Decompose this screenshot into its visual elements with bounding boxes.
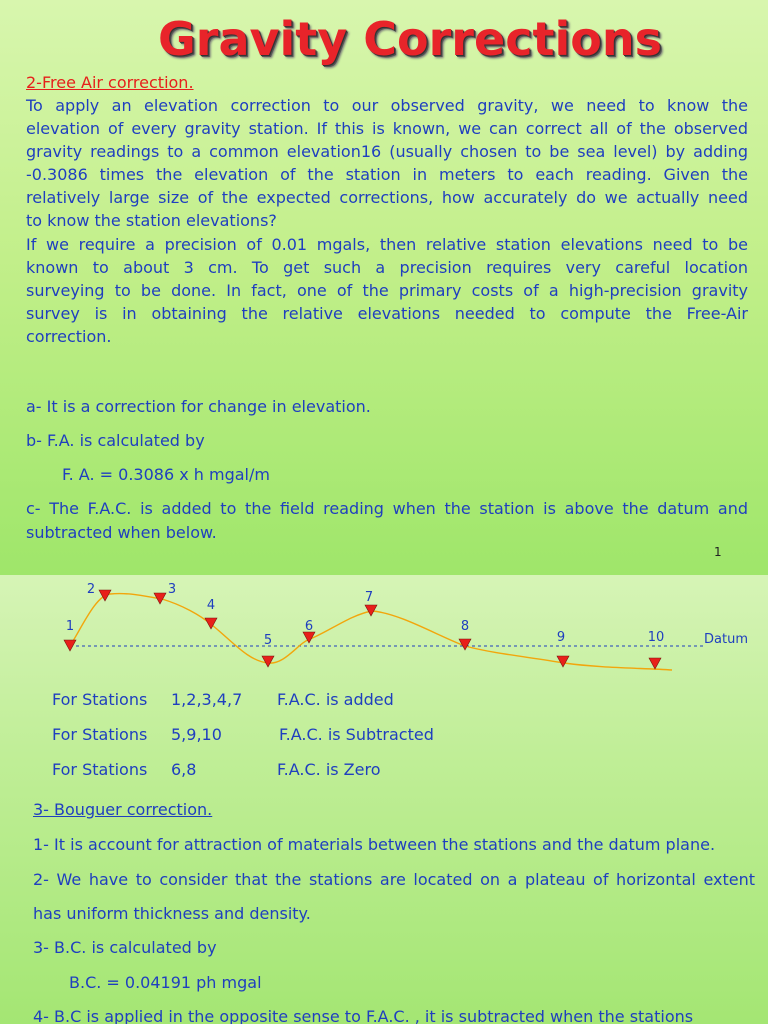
station-label: 3 (167, 582, 177, 597)
paragraph-line: surveying to be done. In fact, one of the primary costs of a high-precision gravity (26, 281, 748, 300)
station-row-result: F.A.C. is Subtracted (279, 725, 434, 744)
station-row-result: F.A.C. is Zero (277, 760, 381, 779)
station-label: 1 (65, 619, 75, 634)
station-label: 6 (304, 619, 314, 634)
list-item-2: 2- We have to consider that the stations are located on a plateau of horizontal extent (33, 870, 755, 889)
paragraph-line: If we require a precision of 0.01 mgals, then relative station elevations need to be (26, 235, 748, 254)
paragraph-line: relatively large size of the expected corrections, how accurately do we actually need (26, 188, 748, 207)
station-label: 9 (556, 630, 566, 645)
paragraph-line: To apply an elevation correction to our observed gravity, we need to know the (26, 96, 748, 115)
list-item-b: b- F.A. is calculated by (26, 431, 205, 450)
station-row-label: For Stations (52, 760, 148, 779)
station-label: 7 (364, 590, 374, 605)
station-row-stations: 6,8 (171, 760, 197, 779)
list-item-4: 4- B.C is applied in the opposite sense to F.A.C. , it is subtracted when the stations (33, 1007, 694, 1024)
station-row-label: For Stations (52, 690, 148, 709)
station-marker-icon (64, 640, 76, 651)
station-label: 2 (86, 582, 96, 597)
paragraph-line: -0.3086 times the elevation of the station in meters to each reading. Given the (26, 165, 748, 184)
formula-bouguer: B.C. = 0.04191 ph mgal (69, 973, 262, 992)
paragraph-line: correction. (26, 327, 112, 346)
list-item-1: 1- It is account for attraction of materials between the stations and the datum plane. (33, 835, 716, 854)
station-marker-icon (365, 605, 377, 616)
station-row-result: F.A.C. is added (277, 690, 394, 709)
formula-free-air: F. A. = 0.3086 x h mgal/m (62, 465, 270, 484)
paragraph-line: known to about 3 cm. To get such a precision requires very careful location (26, 258, 748, 277)
station-label: 8 (460, 619, 470, 634)
station-marker-icon (262, 656, 274, 667)
station-elevation-diagram (0, 575, 768, 685)
page-number: 1 (714, 545, 722, 559)
station-row-label: For Stations (52, 725, 148, 744)
station-row-stations: 5,9,10 (171, 725, 222, 744)
paragraph-line: survey is in obtaining the relative elevations needed to compute the Free-Air (26, 304, 748, 323)
station-row-stations: 1,2,3,4,7 (171, 690, 243, 709)
station-marker-icon (649, 658, 661, 669)
datum-label: Datum (704, 632, 748, 647)
list-item-a: a- It is a correction for change in elevation. (26, 397, 371, 416)
list-item-3: 3- B.C. is calculated by (33, 938, 217, 957)
station-label: 4 (206, 598, 216, 613)
list-item-2-cont: has uniform thickness and density. (33, 904, 311, 923)
paragraph-line: gravity readings to a common elevation16 (usually chosen to be sea level) by adding (26, 142, 748, 161)
slide-bouguer (0, 575, 768, 1024)
station-label: 10 (647, 630, 665, 645)
section-heading-free-air: 2-Free Air correction. (26, 73, 194, 92)
list-item-c-cont: subtracted when below. (26, 523, 217, 542)
paragraph-line: elevation of every gravity station. If this is known, we can correct all of the observed (26, 119, 748, 138)
section-heading-bouguer: 3- Bouguer correction. (33, 800, 213, 819)
station-label: 5 (263, 633, 273, 648)
page-title: Gravity Corrections (158, 12, 662, 66)
paragraph-line: to know the station elevations? (26, 211, 277, 230)
list-item-c: c- The F.A.C. is added to the field reading when the station is above the datum and (26, 499, 748, 518)
